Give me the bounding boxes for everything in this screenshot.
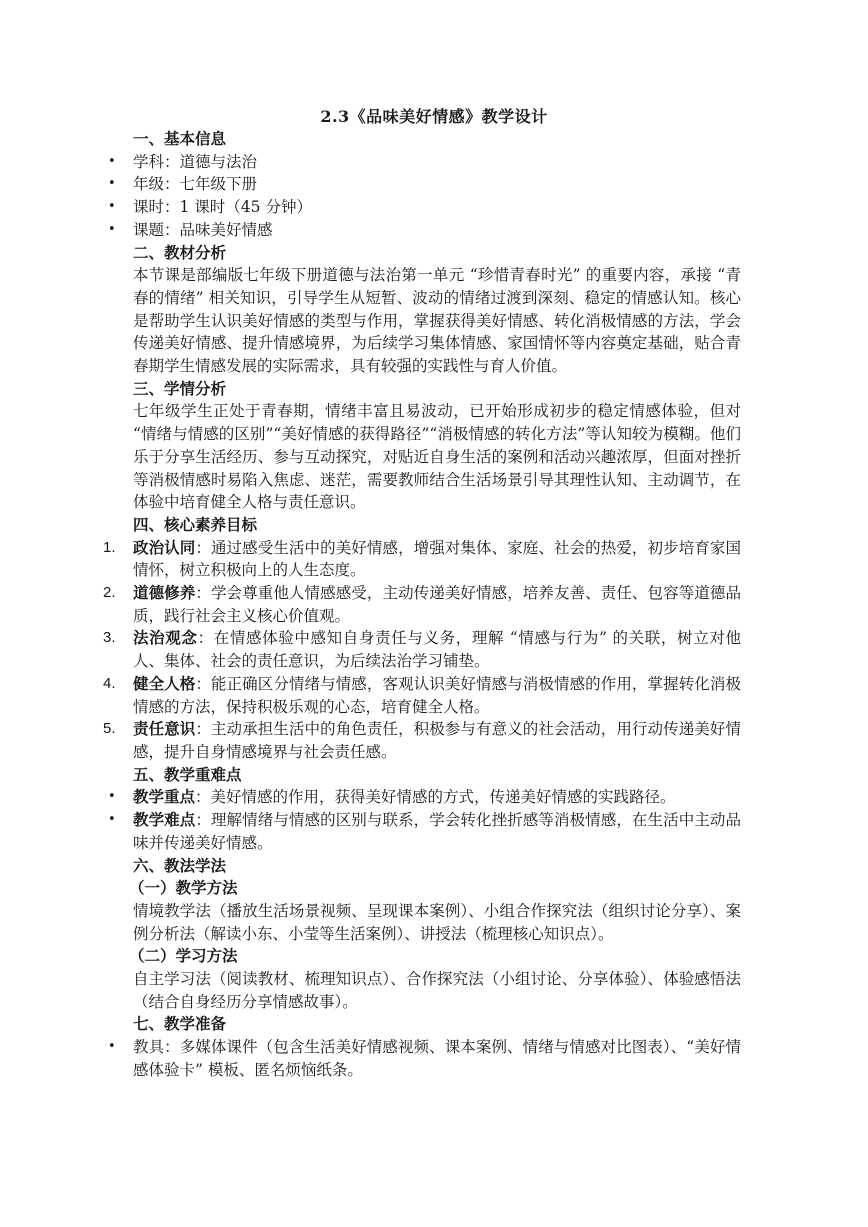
list-item bbox=[103, 718, 741, 763]
bullet-icon: • bbox=[108, 153, 116, 169]
list-item-text: 课时：1 课时（45 分钟） bbox=[133, 198, 312, 217]
section-heading-textbook-analysis: 二、教材分析 bbox=[133, 242, 227, 262]
goal-text: ：学会尊重他人情感感受，主动传递美好情感，培养友善、责任、包容等道德品质，践行社会主义核心价值观。 bbox=[133, 584, 741, 625]
goal-term: 政治认同 bbox=[133, 537, 196, 557]
list-item bbox=[108, 786, 741, 809]
section-heading-key-points: 五、教学重难点 bbox=[133, 764, 242, 784]
section-heading-basic-info: 一、基本信息 bbox=[133, 129, 227, 148]
list-number: 2. bbox=[103, 584, 116, 602]
core-goals-list bbox=[103, 537, 741, 764]
list-item bbox=[103, 673, 741, 718]
subheading-teaching-methods: （一）教学方法 bbox=[129, 878, 238, 898]
list-item bbox=[108, 196, 741, 219]
goal-text: ：通过感受生活中的美好情感，增强对集体、家庭、社会的热爱，初步培育家国情怀，树立积极向上的人生态度。 bbox=[133, 538, 741, 580]
section-heading-methods: 六、教法学法 bbox=[133, 855, 227, 875]
section-heading-student-analysis: 三、学情分析 bbox=[133, 378, 227, 398]
student-analysis-paragraph: 七年级学生正处于青春期，情绪丰富且易波动，已开始形成初步的稳定情感体验，但对 “情绪与情感的区别”“美好情感的获得路径”“消极情感的转化方法”等认知较为模糊。他们乐于分享生活经历、参与互动探究，对贴近自身生活的案例和活动兴趣浓厚，但面对挫折等消极情感时易陷入焦虑、迷茫，需要教师结合生活场景引导其理性认知、主动调节，在体验中培育健全人格与责任意识。 bbox=[133, 402, 741, 512]
key-points-list bbox=[108, 786, 741, 854]
goal-text: ：主动承担生活中的角色责任，积极参与有意义的社会活动，用行动传递美好情感，提升自身情感境界与社会责任感。 bbox=[133, 720, 741, 761]
section-heading-core-goals: 四、核心素养目标 bbox=[133, 514, 258, 534]
bullet-icon: • bbox=[108, 199, 116, 215]
list-item bbox=[108, 809, 741, 854]
bullet-icon: • bbox=[108, 176, 116, 192]
preparation-list bbox=[108, 1036, 741, 1081]
list-item bbox=[108, 151, 741, 174]
bullet-icon: • bbox=[108, 789, 116, 805]
goal-term: 道德修养 bbox=[133, 583, 196, 603]
list-item bbox=[103, 627, 741, 672]
list-number: 1. bbox=[103, 538, 116, 556]
list-item bbox=[103, 582, 741, 627]
key-point-term: 教学难点 bbox=[133, 810, 196, 830]
list-item bbox=[103, 537, 741, 582]
document-body bbox=[103, 128, 741, 1082]
bullet-icon: • bbox=[108, 1039, 116, 1055]
subheading-learning-methods: （二）学习方法 bbox=[129, 946, 238, 966]
list-number: 3. bbox=[103, 629, 116, 647]
goal-term: 责任意识 bbox=[133, 719, 196, 739]
list-item-text: 学科：道德与法治 bbox=[133, 152, 258, 171]
list-item-text: 年级：七年级下册 bbox=[133, 175, 258, 194]
goal-text: ：能正确区分情绪与情感，客观认识美好情感与消极情感的作用，掌握转化消极情感的方法，保持积极乐观的心态，培育健全人格。 bbox=[133, 674, 741, 716]
key-point-term: 教学重点 bbox=[133, 787, 196, 807]
section-heading-preparation: 七、教学准备 bbox=[133, 1014, 227, 1034]
goal-text: ：在情感体验中感知自身责任与义务，理解 “情感与行为” 的关联，树立对他人、集体、社会的责任意识，为后续法治学习铺垫。 bbox=[133, 629, 741, 671]
list-number: 5. bbox=[103, 720, 116, 738]
list-item bbox=[108, 173, 741, 196]
key-point-text: ：理解情绪与情感的区别与联系，学会转化挫折感等消极情感，在生活中主动品味并传递美好情感。 bbox=[133, 811, 741, 852]
list-item bbox=[108, 1036, 741, 1081]
list-number: 4. bbox=[103, 674, 116, 692]
basic-info-list bbox=[108, 151, 741, 242]
list-item-text: 课题：品味美好情感 bbox=[133, 220, 273, 239]
list-item-text: 教具：多媒体课件（包含生活美好情感视频、课本案例、情绪与情感对比图表）、“美好情感体验卡” 模板、匿名烦恼纸条。 bbox=[133, 1038, 741, 1079]
bullet-icon: • bbox=[108, 812, 116, 828]
textbook-analysis-paragraph: 本节课是部编版七年级下册道德与法治第一单元 “珍惜青春时光” 的重要内容，承接 “青春的情绪” 相关知识，引导学生从短暂、波动的情绪过渡到深刻、稳定的情感认知。核心是帮助学生认识美好情感的类型与作用，掌握获得美好情感、转化消极情感的方法，学会传递美好情感、提升情感境界，为后续学习集体情感、家国情怀等内容奠定基础，贴合青春期学生情感发展的实际需求，具有较强的实践性与育人价值。 bbox=[133, 266, 741, 376]
key-point-text: ：美好情感的作用，获得美好情感的方式，传递美好情感的实践路径。 bbox=[195, 788, 676, 807]
document-title: 2.3《品味美好情感》教学设计 bbox=[320, 107, 548, 126]
learning-methods-paragraph: 自主学习法（阅读教材、梳理知识点）、合作探究法（小组讨论、分享体验）、体验感悟法（结合自身经历分享情感故事）。 bbox=[133, 970, 741, 1011]
list-item bbox=[108, 219, 741, 242]
bullet-icon: • bbox=[108, 221, 116, 237]
goal-term: 法治观念 bbox=[133, 628, 198, 648]
goal-term: 健全人格 bbox=[133, 673, 196, 693]
teaching-methods-paragraph: 情境教学法（播放生活场景视频、呈现课本案例）、小组合作探究法（组织讨论分享）、案例分析法（解读小东、小莹等生活案例）、讲授法（梳理核心知识点）。 bbox=[133, 901, 741, 943]
